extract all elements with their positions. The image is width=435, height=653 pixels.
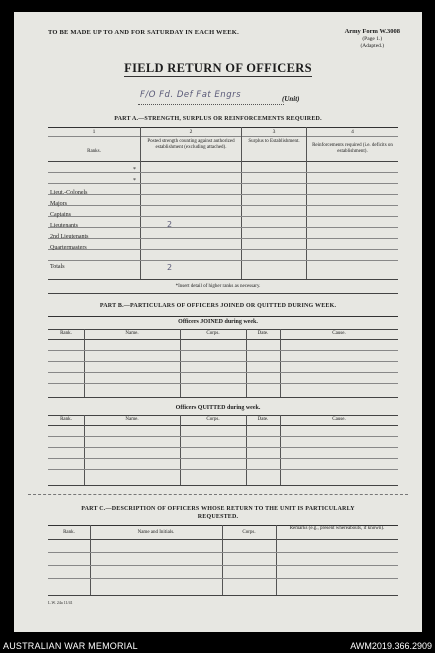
part-c-heading-line-1: PART C.—DESCRIPTION OF OFFICERS WHOSE RETURN TO THE UNIT IS PARTICULARLY [81, 506, 355, 512]
rank-lieutenants: Lieutenants [50, 223, 78, 229]
form-instruction: TO BE MADE UP TO AND FOR SATURDAY IN EACH WEEK. [48, 29, 239, 36]
quitted-divider [84, 415, 85, 485]
quitted-col-date: Date. [257, 417, 269, 422]
part-a-row-rule [48, 172, 398, 173]
col-3-number: 3 [272, 129, 276, 135]
joined-row-rule [48, 361, 398, 362]
part-a-row-rule [48, 205, 398, 206]
joined-row-rule [48, 350, 398, 351]
part-c-col-rank: Rank. [63, 530, 75, 535]
col-4-number: 4 [351, 129, 354, 135]
part-a-footnote: *Insert detail of higher ranks as necessary. [175, 284, 261, 289]
quitted-row-rule [48, 436, 398, 437]
archive-footer [0, 640, 435, 653]
form-page [14, 12, 422, 632]
rank-lieut-colonels: Lieut.-Colonels [50, 190, 88, 196]
joined-row-rule [48, 383, 398, 384]
quitted-divider [280, 415, 281, 485]
part-a-divider-3 [306, 127, 307, 279]
part-c-heading-line-2: REQUESTED. [197, 514, 239, 520]
joined-col-corps: Corps. [206, 331, 220, 336]
form-number: Army Form W.3008 [344, 28, 400, 35]
archive-name: AUSTRALIAN WAR MEMORIAL [3, 641, 138, 651]
form-number-block [345, 28, 400, 51]
higher-rank-star: * [133, 178, 136, 184]
unit-handwritten: F/O Fd. Def Fat Engrs [140, 90, 242, 100]
part-a-heading: PART A.—STRENGTH, SURPLUS OR REINFORCEMENTS REQUIRED. [114, 116, 322, 122]
joined-bottom-rule [48, 397, 398, 398]
part-c-row-rule [48, 552, 398, 553]
cut-line [28, 494, 408, 495]
archive-reference: AWM2019.366.2909 [350, 641, 432, 651]
quitted-row-rule [48, 469, 398, 470]
part-a-close-rule [48, 293, 398, 294]
page-title: FIELD RETURN OF OFFICERS [124, 61, 312, 75]
part-c-col-remarks: Remarks (e.g., present whereabouts, if known). [289, 526, 385, 531]
part-b-top-rule [48, 316, 398, 317]
part-a-header-rule [48, 161, 398, 162]
quitted-row-rule [48, 447, 398, 448]
joined-row-rule [48, 372, 398, 373]
joined-divider [180, 329, 181, 397]
joined-header-top-rule [48, 329, 398, 330]
quitted-divider [246, 415, 247, 485]
part-c-header-rule [48, 539, 398, 540]
part-c-divider [222, 525, 223, 595]
part-c-heading [14, 505, 422, 521]
part-a-divider-2 [241, 127, 242, 279]
joined-heading: Officers JOINED during week. [178, 319, 258, 325]
part-c-divider [90, 525, 91, 595]
part-c-col-corps: Corps. [242, 530, 256, 535]
totals-posted-value: 2 [167, 263, 173, 272]
joined-header-bottom-rule [48, 339, 398, 340]
part-c-bottom-rule [48, 595, 398, 596]
joined-col-name: Name. [125, 331, 139, 336]
col-reinforcements-header: Reinforcements required (i.e. deficits on establishment). [312, 143, 393, 154]
part-a-row-rule [48, 260, 398, 261]
unit-label: (Unit) [282, 95, 300, 103]
quitted-heading: Officers QUITTED during week. [175, 405, 261, 411]
printer-note: L.W. 24a 11/41 [48, 600, 73, 605]
rank-captains: Captains [50, 212, 71, 218]
joined-divider [280, 329, 281, 397]
joined-col-cause: Cause. [332, 331, 346, 336]
joined-col-date: Date. [257, 331, 269, 336]
quitted-col-cause: Cause. [332, 417, 346, 422]
form-page-label: (Page 1.) [362, 35, 383, 42]
part-a-row-rule [48, 227, 398, 228]
joined-divider [246, 329, 247, 397]
col-1-number: 1 [92, 129, 96, 135]
rank-2nd-lieutenants: 2nd Lieutenants [50, 234, 89, 240]
lieutenants-posted-value: 2 [167, 220, 173, 229]
part-a-divider-1 [140, 127, 141, 279]
col-posted-header: Posted strength counting against authorized establishment (excluding attached). [147, 139, 235, 150]
part-b-heading: PART B.—PARTICULARS OF OFFICERS JOINED OR QUITTED DURING WEEK. [99, 303, 337, 309]
quitted-col-name: Name. [125, 417, 139, 422]
part-c-col-name: Name and Initials. [137, 530, 175, 535]
quitted-header-bottom-rule [48, 425, 398, 426]
rank-quartermasters: Quartermasters [50, 245, 87, 251]
joined-col-rank: Rank. [60, 331, 72, 336]
quitted-col-rank: Rank. [60, 417, 72, 422]
part-a-num-rule [48, 136, 398, 137]
quitted-row-rule [48, 458, 398, 459]
part-a-top-rule [48, 127, 398, 128]
form-adapted-label: (Adapted.) [360, 43, 385, 49]
part-a-row-rule [48, 238, 398, 239]
quitted-header-top-rule [48, 415, 398, 416]
rank-majors: Majors [50, 201, 67, 207]
quitted-divider [180, 415, 181, 485]
part-a-row-rule [48, 216, 398, 217]
quitted-col-corps: Corps. [206, 417, 220, 422]
part-a-row-rule [48, 183, 398, 184]
part-a-row-rule [48, 194, 398, 195]
part-c-divider [276, 525, 277, 595]
part-a-bottom-rule [48, 279, 398, 280]
col-2-number: 2 [189, 129, 193, 135]
part-c-row-rule [48, 578, 398, 579]
higher-rank-star: * [133, 167, 136, 173]
col-surplus-header: Surplus to Establishment. [248, 139, 300, 144]
totals-label: Totals [50, 264, 65, 270]
col-ranks-header: Ranks. [87, 149, 101, 154]
part-a-row-rule [48, 249, 398, 250]
quitted-bottom-rule [48, 485, 398, 486]
part-c-row-rule [48, 565, 398, 566]
joined-divider [84, 329, 85, 397]
